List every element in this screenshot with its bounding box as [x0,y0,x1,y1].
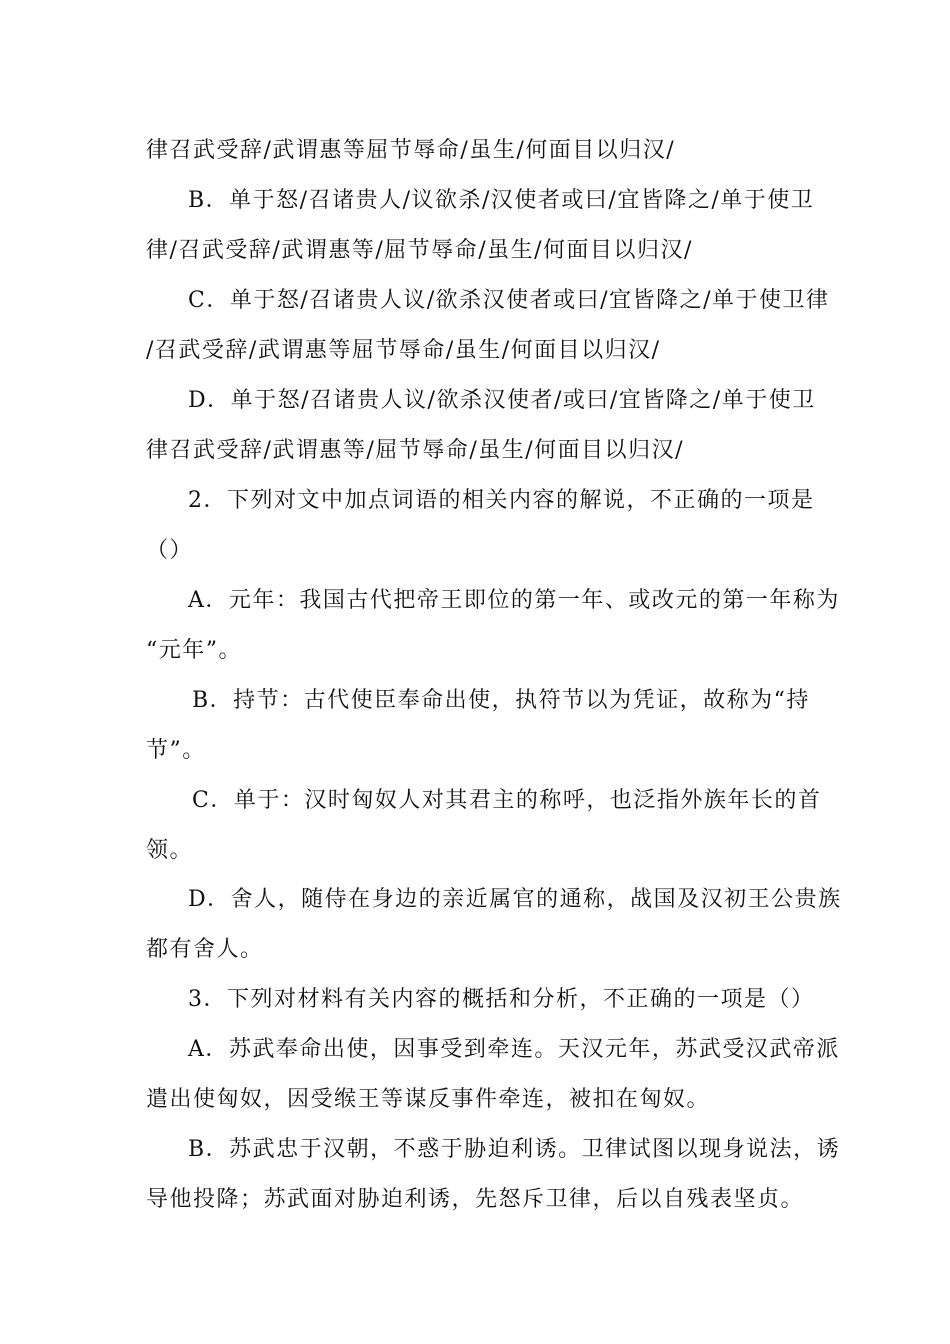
text-line-22: 导他投降；苏武面对胁迫利诱，先怒斥卫律，后以自残表坚贞。 [146,1187,805,1212]
text-line-2: B．单于怒/召诸贵人/议欲杀/汉使者或曰/宜皆降之/单于使卫 [188,188,815,213]
text-line-7: 律召武受辞/武谓惠等/屈节辱命/虽生/何面目以归汉/ [146,438,685,463]
text-line-13: 节”。 [146,738,206,763]
text-line-16: D．舍人，随侍在身边的亲近属官的通称，战国及汉初王公贵族 [188,887,842,912]
text-line-4: C．单于怒/召诸贵人议/欲杀汉使者或曰/宜皆降之/单于使卫律 [188,288,830,313]
text-line-6: D．单于怒/召诸贵人议/欲杀汉使者/或曰/宜皆降之/单于使卫 [188,388,816,413]
text-line-17: 都有舍人。 [146,937,264,962]
text-line-12: B．持节：古代使臣奉命出使，执符节以为凭证，故称为“持 [192,688,810,713]
text-line-19: A．苏武奉命出使，因事受到牵连。天汉元年，苏武受汉武帝派 [188,1037,840,1062]
text-line-15: 领。 [146,838,194,863]
text-line-9: （） [146,538,194,563]
text-line-18: 3．下列对材料有关内容的概括和分析，不正确的一项是（） [188,987,815,1012]
text-line-14: C．单于：汉时匈奴人对其君主的称呼，也泛指外族年长的首 [192,788,822,813]
text-line-5: /召武受辞/武谓惠等屈节辱命/虽生/何面目以归汉/ [146,338,661,363]
text-line-3: 律/召武受辞/武谓惠等/屈节辱命/虽生/何面目以归汉/ [146,238,693,263]
text-line-11: “元年”。 [146,638,242,663]
text-line-1: 律召武受辞/武谓惠等屈节辱命/虽生/何面目以归汉/ [146,138,676,163]
text-line-20: 遣出使匈奴，因受缑王等谋反事件牵连，被扣在匈奴。 [146,1087,711,1112]
text-line-21: B．苏武忠于汉朝，不惑于胁迫利诱。卫律试图以现身说法，诱 [188,1137,841,1162]
text-line-8: 2．下列对文中加点词语的相关内容的解说，不正确的一项是 [188,488,815,513]
text-line-10: A．元年：我国古代把帝王即位的第一年、或改元的第一年称为 [188,588,840,613]
